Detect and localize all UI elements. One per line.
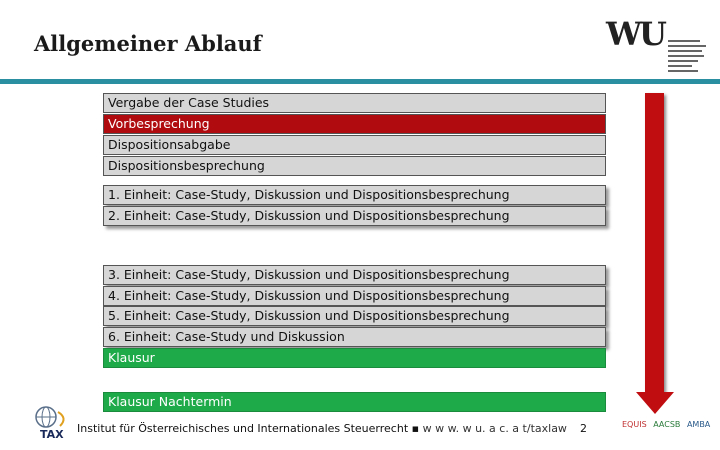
footer-institute-line <box>77 422 567 435</box>
aacsb-logo: AACSB <box>653 420 681 429</box>
equis-logo: EQUIS <box>622 420 647 429</box>
footer-separator: ▪ <box>411 422 420 435</box>
page-number: 2 <box>580 422 587 435</box>
slide-title: Allgemeiner Ablauf <box>34 31 262 56</box>
session-2: 2. Einheit: Case-Study, Diskussion und Dispositionsbesprechung <box>103 206 606 226</box>
session-3: 3. Einheit: Case-Study, Diskussion und Dispositionsbesprechung <box>103 265 606 285</box>
tax-globe-logo-icon <box>28 404 74 444</box>
step-exam-retake: Klausur Nachtermin <box>103 392 606 412</box>
wu-logo: WU <box>606 15 664 53</box>
amba-logo: AMBA <box>686 420 711 429</box>
session-5: 5. Einheit: Case-Study, Diskussion und Dispositionsbesprechung <box>103 306 606 326</box>
step-outline-discussion: Dispositionsbesprechung <box>103 156 606 176</box>
step-exam: Klausur <box>103 348 606 368</box>
timeline-arrow-shaft <box>645 93 664 395</box>
accreditation-logos <box>622 420 714 429</box>
session-1: 1. Einheit: Case-Study, Diskussion und Dispositionsbesprechung <box>103 185 606 205</box>
step-case-study-assignment: Vergabe der Case Studies <box>103 93 606 113</box>
wu-logo-wordmark <box>668 40 708 75</box>
tax-logo-text: TAX <box>40 428 64 441</box>
step-kickoff-meeting: Vorbesprechung <box>103 114 606 134</box>
header-divider <box>0 79 720 84</box>
footer-institute: Institut für Österreichisches und Internationales Steuerrecht <box>77 422 409 435</box>
session-6: 6. Einheit: Case-Study und Diskussion <box>103 327 606 347</box>
footer-url-link[interactable]: w w w. w u. a c. a t/taxlaw <box>422 422 567 435</box>
session-4: 4. Einheit: Case-Study, Diskussion und Dispositionsbesprechung <box>103 286 606 306</box>
step-outline-submission: Dispositionsabgabe <box>103 135 606 155</box>
timeline-arrow-head-icon <box>636 392 674 414</box>
